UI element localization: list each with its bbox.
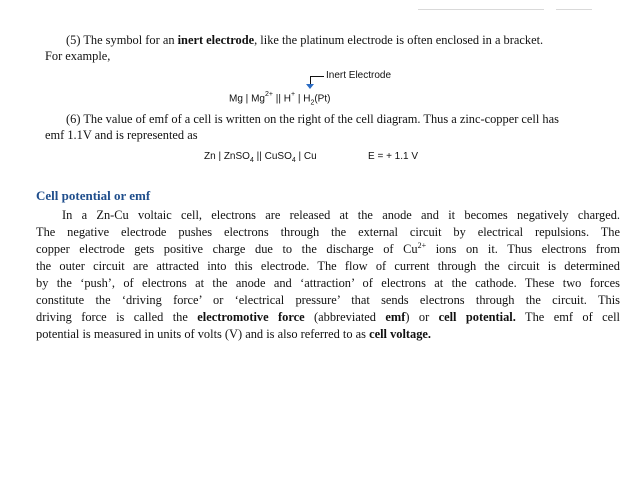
- zn-cu-cell-notation: Zn | ZnSO$_4$ || CuSO$_4$ | Cu: [204, 151, 317, 164]
- zn-cu-emf-value: E = + 1.1 V: [368, 151, 419, 162]
- inert-electrode-term: inert electrode: [177, 33, 255, 47]
- section6-line1: (6) The value of emf of a cell is written on the right of the cell diagram. Thus a zinc-copper cell has: [66, 112, 559, 126]
- body-line: the outer circuit are attracted into this electrode. The flow of current through the circuit is determined: [36, 259, 620, 273]
- body-line: copper electrode gets positive charge due to the discharge of $Cu^{2+}$ ions on it. Thus electrons from: [36, 240, 620, 256]
- body-line: driving force is called the electromotive force (abbreviated emf) or cell potential. The emf of cell: [36, 310, 620, 324]
- inert-electrode-label: Inert Electrode: [326, 70, 392, 81]
- body-line: In a Zn-Cu voltaic cell, electrons are released at the anode and it becomes negatively charged.: [62, 208, 620, 222]
- inert-cell-notation: Mg | $Mg^{2+}$ || H+ | $H_2(Pt)$: [229, 91, 331, 107]
- header-rule: [556, 9, 592, 10]
- body-line: The negative electrode pushes electrons through the external circuit by electrical repulsions. The: [36, 225, 620, 239]
- section5-line1: (5) The symbol for an inert electrode, like the platinum electrode is often enclosed in a bracket.: [66, 33, 544, 47]
- header-rule: [418, 9, 544, 10]
- section6-line2: emf 1.1V and is represented as: [45, 128, 198, 142]
- body-line: constitute the ‘driving force’ or ‘electrical pressure’ that sends electrons through the circuit. This: [36, 293, 620, 307]
- section-heading: Cell potential or emf: [36, 188, 151, 203]
- arrow-down-icon: [306, 84, 314, 89]
- inert-pointer-line: [310, 76, 324, 77]
- body-line: potential is measured in units of volts (V) and is also referred to as cell voltage.: [36, 327, 432, 341]
- section5-line2: For example,: [45, 49, 111, 63]
- body-line: by the ‘push’, of electrons at the anode and ‘attraction’ of electrons at the cathode. These two forces: [36, 276, 620, 290]
